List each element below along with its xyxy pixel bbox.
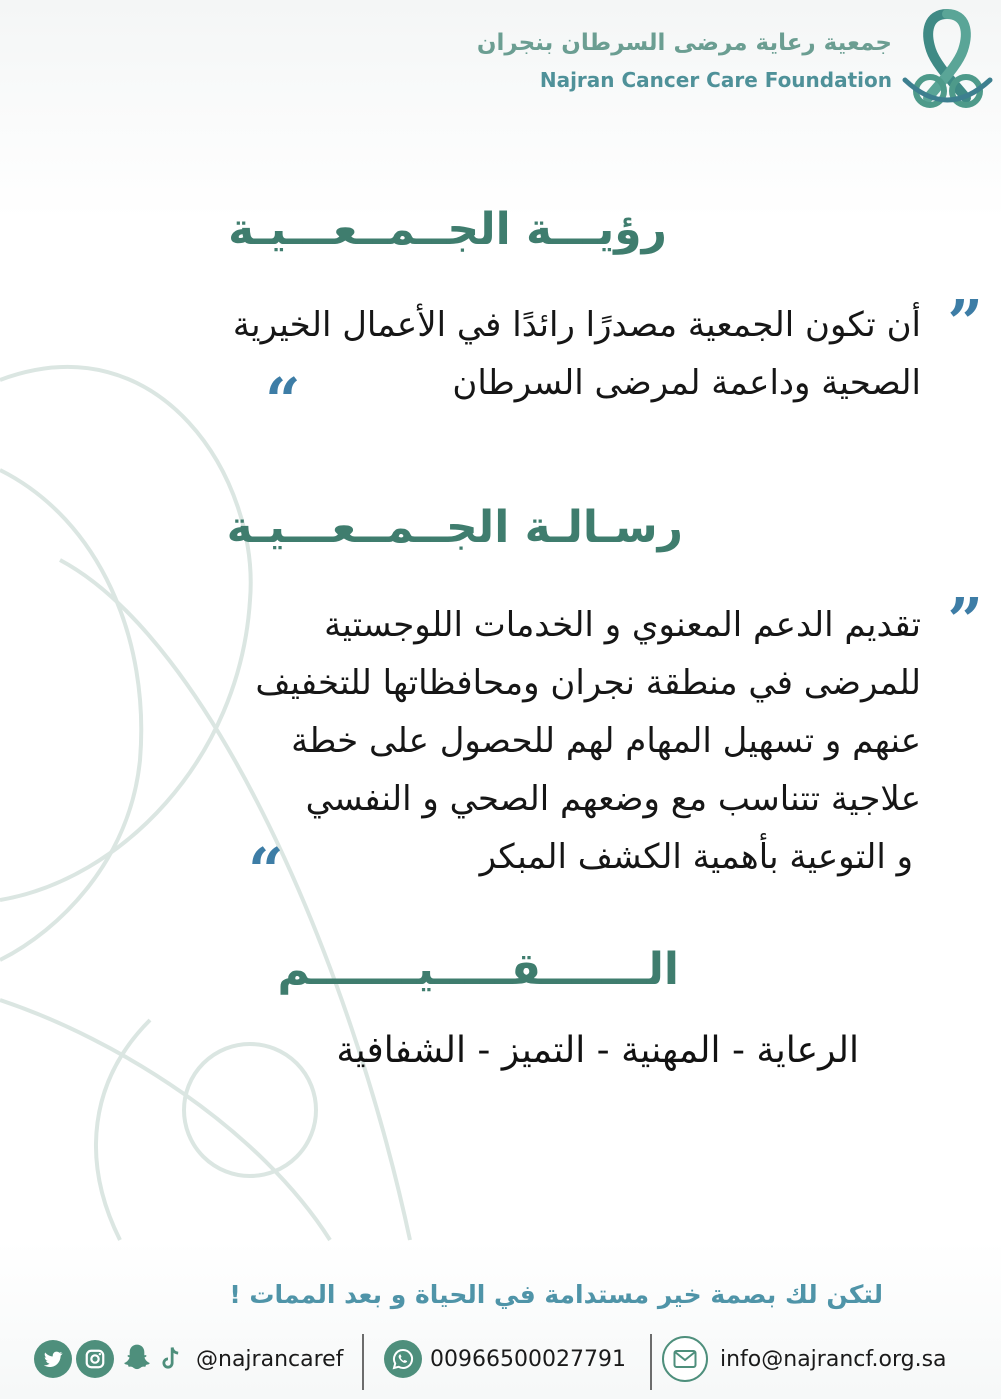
mission-text [11, 596, 921, 886]
phone-number[interactable]: 00966500027791 [430, 1346, 626, 1372]
footer-divider [650, 1334, 652, 1390]
instagram-icon[interactable] [76, 1340, 114, 1378]
social-handle[interactable]: @najrancaref [196, 1346, 344, 1372]
slogan: لتكن لك بصمة خير مستدامة في الحياة و بعد الممات ! [229, 1280, 883, 1309]
mission-line: تقديم الدعم المعنوي و الخدمات اللوجستية [324, 605, 921, 645]
phone-contact [384, 1328, 626, 1390]
mission-title: رسـالـة الجــمــعـــيـة [226, 502, 683, 553]
awareness-ribbon-icon [900, 8, 995, 113]
vision-line: الصحية وداعمة لمرضى السرطان [452, 363, 921, 403]
tiktok-icon[interactable] [156, 1340, 186, 1378]
email-address[interactable]: info@najrancf.org.sa [720, 1346, 947, 1372]
vision-line: أن تكون الجمعية مصدرًا رائدًا في الأعمال الخيرية [232, 305, 921, 345]
vision-text [11, 296, 921, 412]
org-name-english: Najran Cancer Care Foundation [539, 68, 892, 92]
email-icon[interactable] [662, 1336, 708, 1382]
mission-line: علاجية تتناسب مع وضعهم الصحي و النفسي [305, 779, 921, 819]
twitter-icon[interactable] [34, 1340, 72, 1378]
quote-open-icon: ” [947, 584, 983, 657]
footer-divider [362, 1334, 364, 1390]
quote-close-icon: “ [248, 834, 284, 907]
quote-open-icon: ” [947, 286, 983, 359]
values-title: الـــــــقـــــيـــــــم [277, 944, 679, 995]
header [400, 8, 995, 113]
email-contact [662, 1328, 947, 1390]
vision-title: رؤيـــة الجــمــعـــيـة [228, 204, 667, 255]
mission-line: عنهم و تسهيل المهام لهم للحصول على خطة [291, 721, 921, 761]
org-name-arabic: جمعية رعاية مرضى السرطان بنجران [476, 30, 892, 56]
social-contact [34, 1328, 343, 1390]
snapchat-icon[interactable] [120, 1340, 154, 1378]
values-list: الرعاية - المهنية - التميز - الشفافية [336, 1030, 859, 1071]
mission-line: و التوعية بأهمية الكشف المبكر [479, 837, 913, 877]
quote-close-icon: “ [265, 364, 301, 437]
contact-bar [0, 1328, 1001, 1390]
whatsapp-icon[interactable] [384, 1340, 422, 1378]
mission-line: للمرضى في منطقة نجران ومحافظاتها للتخفيف [255, 663, 921, 703]
